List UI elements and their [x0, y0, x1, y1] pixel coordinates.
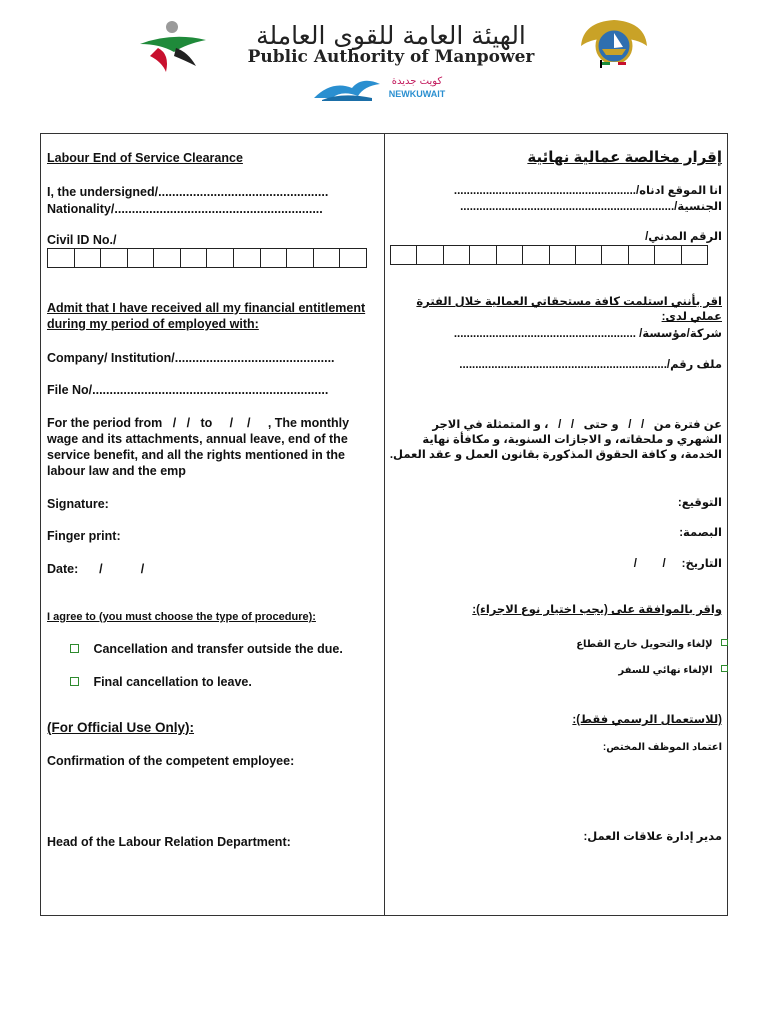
arabic-date-field[interactable]: التاريخ: / / — [633, 558, 722, 570]
arabic-official-use-heading: (للاستعمال الرسمي فقط): — [572, 714, 722, 726]
english-head-label: Head of the Labour Relation Department: — [47, 835, 291, 849]
arabic-admit-text: اقر بأنني استلمت كافة مستحقاتي العمالية خلال الفترة عملي لدى: — [416, 296, 722, 323]
arabic-nationality-field[interactable]: الجنسية/................................................................... — [460, 201, 722, 213]
arabic-option1-label: لإلغاء والتحويل خارج القطاع — [576, 639, 713, 650]
arabic-period-text: عن فترة من / / و حتى / / ، و المتمثلة في الاجر الشهري و ملحقاته، و الاجازات السنوية، و مكافأة نهاية الخدمة، و كافة الحقوق المذكورة بقانون العمل و عقد العمل. — [389, 419, 722, 461]
english-civil-id-boxes[interactable] — [47, 248, 367, 268]
english-civil-id-label: Civil ID No./ — [47, 233, 117, 247]
english-finger-print-label: Finger print: — [47, 529, 121, 543]
brand-english: NEWKUWAIT — [388, 89, 446, 99]
arabic-option-final-cancel[interactable] — [618, 660, 728, 678]
checkbox-icon[interactable] — [70, 677, 79, 686]
checkbox-icon[interactable] — [721, 639, 728, 646]
arabic-confirmation-label: اعتماد الموظف المختص: — [602, 742, 722, 753]
english-title: Labour End of Service Clearance — [47, 151, 243, 165]
column-divider — [384, 133, 385, 916]
arabic-signature-label: التوقيع: — [677, 497, 722, 509]
english-option2-label: Final cancellation to leave. — [93, 675, 252, 689]
newkuwait-wave-icon — [312, 76, 382, 102]
english-nationality-field[interactable]: Nationality/............................................................ — [47, 202, 323, 216]
paam-logo-icon — [136, 18, 210, 74]
english-company-field[interactable]: Company/ Institution/.............................................. — [47, 351, 335, 365]
arabic-file-no-field[interactable]: ملف رقم/................................................................. — [459, 359, 722, 371]
english-period-text: For the period from / / to / / , The monthly wage and its attachments, annual leave, end of the service benefit, and all the rights mentioned in the labour law and the emp — [47, 416, 353, 478]
arabic-title: إقرار مخالصة عمالية نهائية — [527, 149, 722, 166]
arabic-finger-print-label: البصمة: — [679, 527, 722, 539]
english-option-final-cancel[interactable] — [70, 673, 252, 691]
arabic-civil-id-label: الرقم المدني/ — [645, 231, 722, 243]
checkbox-icon[interactable] — [721, 665, 728, 672]
newkuwait-logo — [312, 76, 457, 102]
kuwait-emblem-icon — [577, 16, 651, 74]
arabic-head-label: مدير إدارة علاقات العمل: — [583, 831, 722, 843]
arabic-civil-id-boxes[interactable] — [390, 245, 708, 265]
paam-logo — [136, 18, 210, 74]
header-arabic-title: الهيئة العامة للقوى العاملة — [256, 21, 526, 50]
arabic-agree-text: واقر بالموافقة على (يجب اختيار نوع الاجراء): — [472, 604, 722, 616]
checkbox-icon[interactable] — [70, 644, 79, 653]
english-option1-label: Cancellation and transfer outside the due. — [93, 642, 343, 656]
english-confirmation-label: Confirmation of the competent employee: — [47, 754, 295, 768]
brand-arabic: كويت جديدة — [391, 76, 443, 87]
english-admit-text: Admit that I have received all my financial entitlement during my period of employed with: — [47, 301, 366, 331]
english-undersigned-field[interactable]: I, the undersigned/................................................. — [47, 185, 329, 199]
english-file-no-field[interactable]: File No/.................................................................... — [47, 383, 329, 397]
arabic-undersigned-field[interactable]: انا الموقع ادناه/......................................................... — [453, 185, 722, 197]
arabic-option-cancel-transfer[interactable] — [576, 634, 728, 652]
english-option-cancel-transfer[interactable] — [70, 640, 343, 658]
kuwait-emblem — [577, 16, 651, 74]
english-agree-text: I agree to (you must choose the type of procedure): — [47, 611, 316, 623]
arabic-company-field[interactable]: شركة/مؤسسة/ ......................................................... — [453, 328, 722, 340]
english-official-use-heading: (For Official Use Only): — [47, 720, 195, 735]
english-signature-label: Signature: — [47, 497, 109, 511]
english-date-field[interactable]: Date: / / — [47, 562, 145, 576]
arabic-option2-label: الإلغاء نهائي للسفر — [618, 665, 713, 676]
header-english-title: Public Authority of Manpower — [247, 47, 535, 67]
